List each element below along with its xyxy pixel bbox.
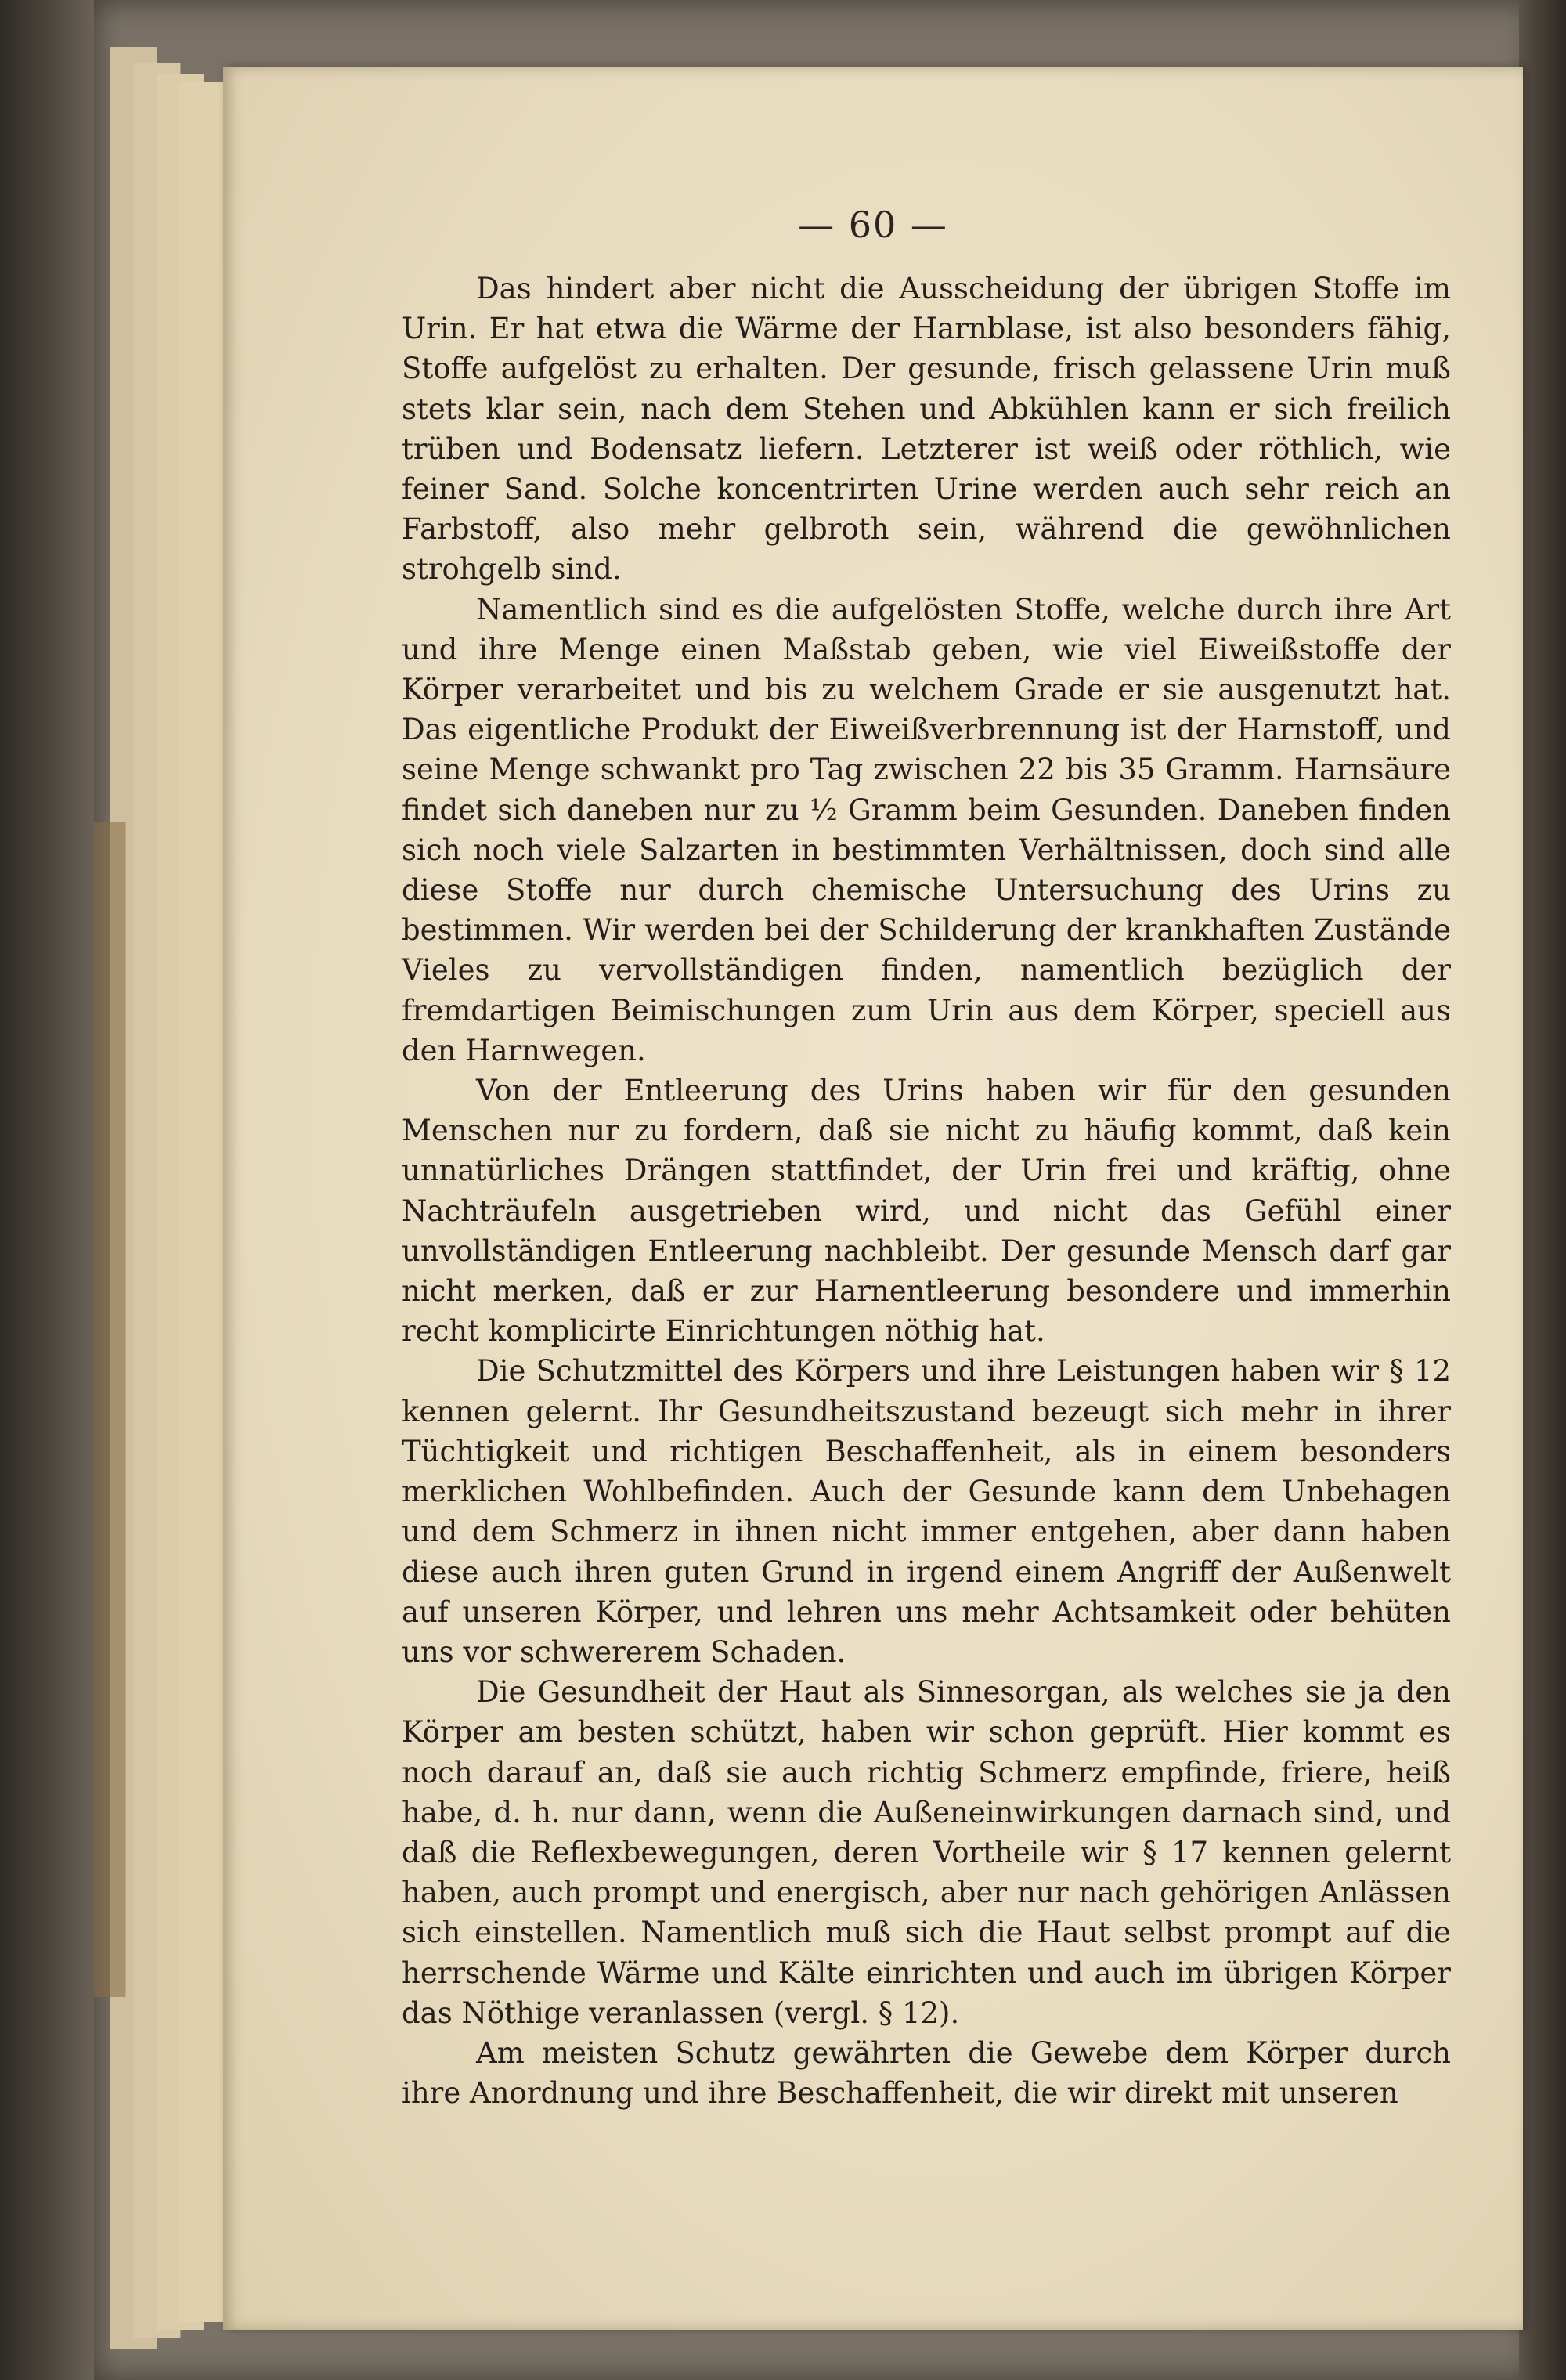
page-edge bbox=[179, 82, 226, 2322]
page-number: — 60 — bbox=[798, 204, 948, 246]
book-cover-edge bbox=[1519, 0, 1566, 2380]
paragraph: Die Schutzmittel des Körpers und ihre Leistungen haben wir § 12 kennen gelernt. Ihr Gesundheitszustand bezeugt sich mehr in ihrer Tüchtigkeit und richtigen Beschaffenheit, als in einem besonders merklichen Wohlbefinden. Auch der Gesunde kann dem Unbehagen und dem Schmerz in ihnen nicht immer entgehen, aber dann haben diese auch ihren guten Grund in irgend einem Angriff der Außenwelt auf unseren Körper, und lehren uns mehr Achtsamkeit oder behüten uns vor schwererem Schaden. bbox=[402, 1354, 1451, 1669]
paragraph: Das hindert aber nicht die Ausscheidung der übrigen Stoffe im Urin. Er hat etwa die Wärme der Harnblase, ist also besonders fähig, Stoffe aufgelöst zu erhalten. Der gesunde, frisch gelassene Urin muß stets klar sein, nach dem Stehen und Abkühlen kann er sich freilich trüben und Bodensatz liefern. Letzterer ist weiß oder röthlich, wie feiner Sand. Solche koncentrirten Urine werden auch sehr reich an Farbstoff, also mehr gelbroth sein, während die gewöhnlichen strohgelb sind. bbox=[402, 272, 1451, 587]
body-text bbox=[402, 269, 1451, 2113]
book-page bbox=[223, 67, 1523, 2330]
paragraph: Die Gesundheit der Haut als Sinnesorgan, als welches sie ja den Körper am besten schützt, haben wir schon geprüft. Hier kommt es noch darauf an, daß sie auch richtig Schmerz empfinde, friere, heiß habe, d. h. nur dann, wenn die Außeneinwirkungen darnach sind, und daß die Reflexbewegungen, deren Vortheile wir § 17 kennen gelernt haben, auch prompt und energisch, aber nur nach gehörigen Anlässen sich einstellen. Namentlich muß sich die Haut selbst prompt auf die herrschende Wärme und Kälte einrichten und auch im übrigen Körper das Nöthige veranlassen (vergl. § 12). bbox=[402, 1675, 1451, 2030]
paragraph: Von der Entleerung des Urins haben wir für den gesunden Menschen nur zu fordern, daß sie nicht zu häufig kommt, daß kein unnatürliches Drängen stattfindet, der Urin frei und kräftig, ohne Nachträufeln ausgetrieben wird, und nicht das Gefühl einer unvollständigen Entleerung nachbleibt. Der gesunde Mensch darf gar nicht merken, daß er zur Harnentleerung besondere und immerhin recht komplicirte Einrichtungen nöthig hat. bbox=[402, 1074, 1451, 1349]
paragraph: Am meisten Schutz gewährten die Gewebe dem Körper durch ihre Anordnung und ihre Beschaffenheit, die wir direkt mit unseren bbox=[402, 2035, 1451, 2111]
paragraph: Namentlich sind es die aufgelösten Stoffe, welche durch ihre Art und ihre Menge einen Maßstab geben, wie viel Eiweißstoffe der Körper verarbeitet und bis zu welchem Grade er sie ausgenutzt hat. Das eigentliche Produkt der Eiweißverbrennung ist der Harnstoff, und seine Menge schwankt pro Tag zwischen 22 bis 35 Gramm. Harnsäure findet sich daneben nur zu ½ Gramm beim Gesunden. Daneben finden sich noch viele Salzarten in bestimmten Verhältnissen, doch sind alle diese Stoffe nur durch chemische Untersuchung des Urins zu bestimmen. Wir werden bei der Schilderung der krankhaften Zustände Vieles zu vervollständigen finden, namentlich bezüglich der fremdartigen Beimischungen zum Urin aus dem Körper, speciell aus den Harnwegen. bbox=[402, 592, 1451, 1067]
torn-page-fragment bbox=[94, 822, 126, 1997]
